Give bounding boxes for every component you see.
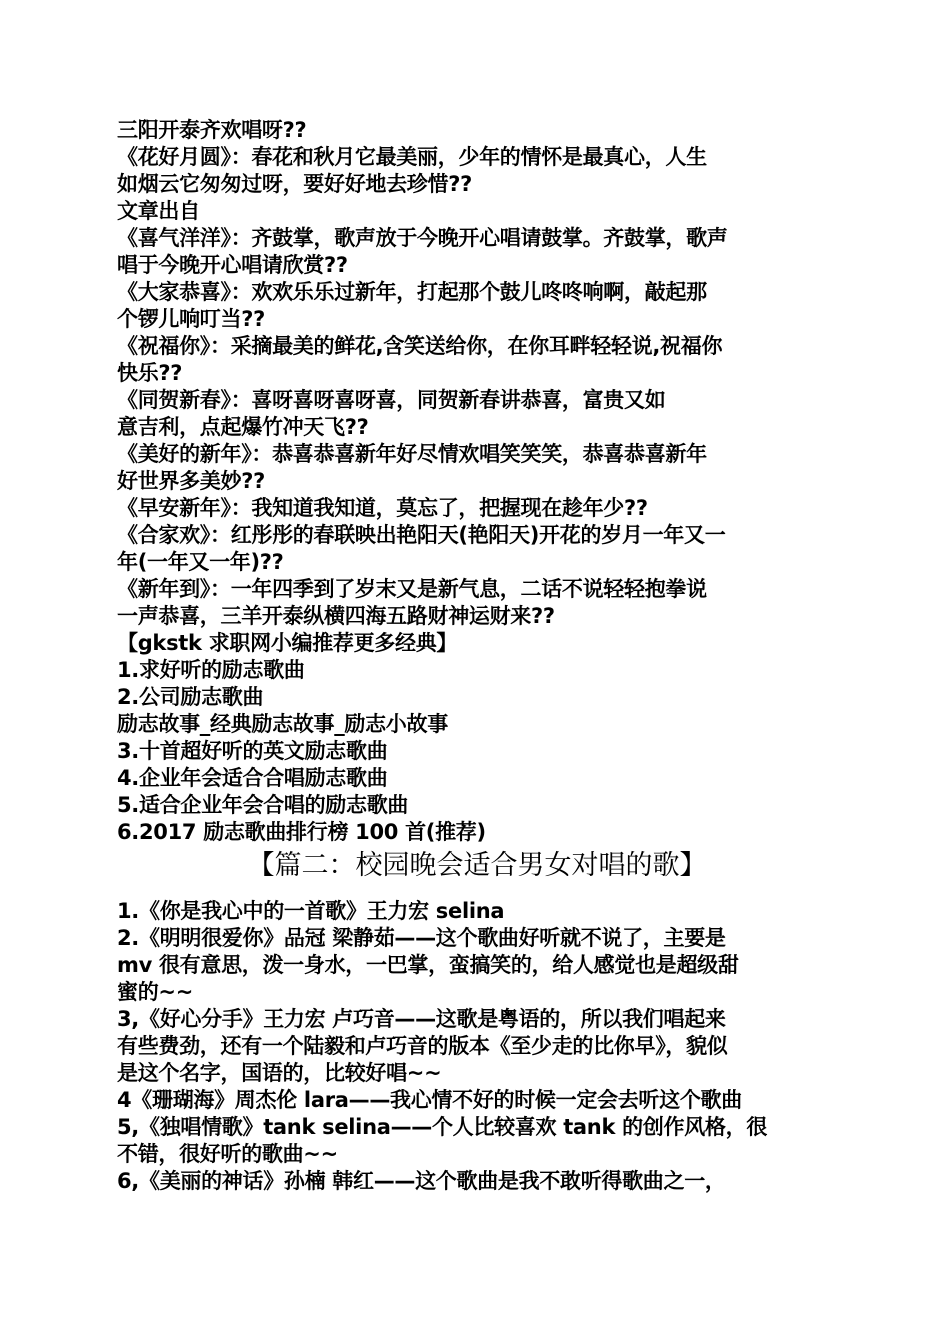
text-line: 意吉利，点起爆竹冲天飞?? bbox=[117, 415, 369, 439]
text-line: 1.《你是我心中的一首歌》王力宏 selina bbox=[117, 899, 505, 923]
text-line: 《大家恭喜》：欢欢乐乐过新年，打起那个鼓儿咚咚响啊，敲起那 bbox=[117, 280, 707, 304]
text-line: 4《珊瑚海》周杰伦 lara——我心情不好的时候一定会去听这个歌曲 bbox=[117, 1088, 742, 1112]
recommend-link[interactable]: 1.求好听的励志歌曲 bbox=[117, 658, 305, 682]
text-line: 6,《美丽的神话》孙楠 韩红——这个歌曲是我不敢听得歌曲之一， bbox=[117, 1169, 726, 1193]
text-line: 《合家欢》：红彤彤的春联映出艳阳天(艳阳天)开花的岁月一年又一 bbox=[117, 523, 726, 547]
text-line: 《喜气洋洋》：齐鼓掌，歌声放于今晚开心唱请鼓掌。齐鼓掌，歌声 bbox=[117, 226, 728, 250]
recommend-link[interactable]: 6.2017 励志歌曲排行榜 100 首(推荐) bbox=[117, 820, 486, 844]
text-line: 《早安新年》：我知道我知道，莫忘了，把握现在趁年少?? bbox=[117, 496, 648, 520]
text-line: 如烟云它匆匆过呀，要好好地去珍惜?? bbox=[117, 172, 472, 196]
text-line: 2.《明明很爱你》品冠 梁静茹——这个歌曲好听就不说了，主要是 bbox=[117, 926, 726, 950]
text-line: 好世界多美妙?? bbox=[117, 469, 265, 493]
text-line: 《同贺新春》：喜呀喜呀喜呀喜，同贺新春讲恭喜，富贵又如 bbox=[117, 388, 666, 412]
text-line: 有些费劲，还有一个陆毅和卢巧音的版本《至少走的比你早》，貌似 bbox=[117, 1034, 728, 1058]
text-line: 三阳开泰齐欢唱呀?? bbox=[117, 118, 307, 142]
text-line: 《新年到》：一年四季到了岁末又是新气息，二话不说轻轻抱拳说 bbox=[117, 577, 707, 601]
text-line: mv 很有意思，泼一身水，一巴掌，蛮搞笑的，给人感觉也是超级甜 bbox=[117, 953, 739, 977]
text-line: 一声恭喜，三羊开泰纵横四海五路财神运财来?? bbox=[117, 604, 555, 628]
section-heading: 【篇二：校园晚会适合男女对唱的歌】 bbox=[247, 850, 707, 881]
text-line: 蜜的~~ bbox=[117, 980, 193, 1004]
recommend-link[interactable]: 励志故事_经典励志故事_励志小故事 bbox=[117, 712, 448, 736]
recommend-link[interactable]: 4.企业年会适合合唱励志歌曲 bbox=[117, 766, 388, 790]
text-line: 《祝福你》：采摘最美的鲜花,含笑送给你，在你耳畔轻轻说,祝福你 bbox=[117, 334, 723, 358]
text-line: 不错，很好听的歌曲~~ bbox=[117, 1142, 338, 1166]
document-body bbox=[117, 117, 837, 1195]
recommend-link[interactable]: 3.十首超好听的英文励志歌曲 bbox=[117, 739, 388, 763]
recommend-link[interactable]: 2.公司励志歌曲 bbox=[117, 685, 264, 709]
text-line: 《美好的新年》：恭喜恭喜新年好尽情欢唱笑笑笑，恭喜恭喜新年 bbox=[117, 442, 707, 466]
text-line: 是这个名字，国语的，比较好唱~~ bbox=[117, 1061, 442, 1085]
text-line: 5,《独唱情歌》tank selina——个人比较喜欢 tank 的创作风格，很 bbox=[117, 1115, 768, 1139]
text-line: 3,《好心分手》王力宏 卢巧音——这歌是粤语的，所以我们唱起来 bbox=[117, 1007, 726, 1031]
text-line: 文章出自 bbox=[117, 199, 200, 223]
text-line: 《花好月圆》：春花和秋月它最美丽，少年的情怀是最真心，人生 bbox=[117, 145, 707, 169]
recommend-link[interactable]: 5.适合企业年会合唱的励志歌曲 bbox=[117, 793, 409, 817]
text-line: 年(一年又一年)?? bbox=[117, 550, 284, 574]
text-line: 快乐?? bbox=[117, 361, 183, 385]
text-line: 唱于今晚开心唱请欣赏?? bbox=[117, 253, 348, 277]
text-line: 个锣儿响叮当?? bbox=[117, 307, 265, 331]
recommend-heading: 【gkstk 求职网小编推荐更多经典】 bbox=[117, 631, 458, 655]
